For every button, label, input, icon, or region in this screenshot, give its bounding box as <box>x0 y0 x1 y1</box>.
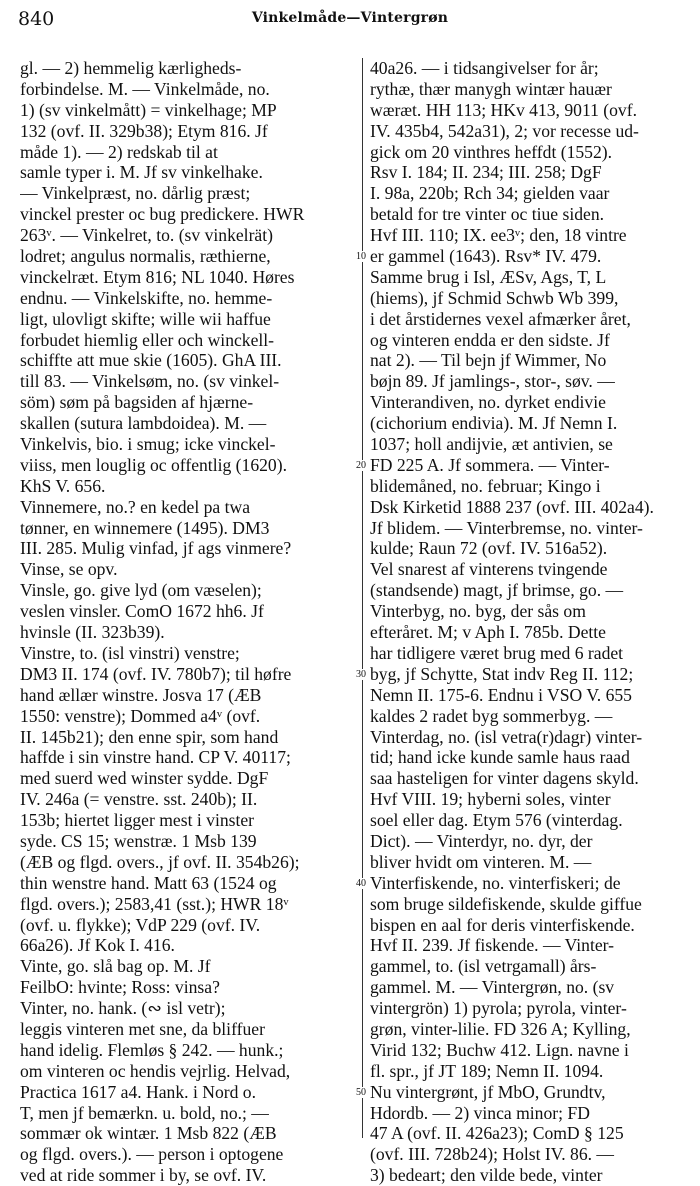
text-line: har tidligere været brug med 6 radet <box>370 642 624 663</box>
text-line: ligt, ulovligt skifte; wille wii haffue <box>20 308 271 329</box>
text-line: Vinse, se opv. <box>20 559 118 580</box>
text-line: vinckel prester oc bug predickere. HWR <box>20 204 305 225</box>
text-line: Rsv I. 184; II. 234; III. 258; DgF <box>370 162 602 183</box>
text-line: II. 145b21); den enne spir, som hand <box>20 726 279 747</box>
text-line: gammel. M. — Vintergrøn, no. (sv <box>370 977 615 998</box>
text-line: FeilbO: hvinte; Ross: vinsa? <box>20 977 220 998</box>
text-line: 1) (sv vinkelmått) = vinkelhage; MP <box>20 99 277 120</box>
text-line: og flgd. overs.). — person i optogene <box>20 1144 284 1165</box>
text-line: soel eller dag. Etym 576 (vinterdag. <box>370 810 623 831</box>
text-line: Vinkelvis, bio. i smug; icke vinckel- <box>20 434 276 455</box>
text-line: Hvf II. 239. Jf fiskende. — Vinter- <box>370 935 615 956</box>
text-line: som bruge sildefiskende, skulde giffue <box>370 893 642 914</box>
text-line: Samme brug i Isl, ÆSv, Ags, T, L <box>370 266 607 287</box>
text-line: Vinnemere, no.? en kedel pa twa <box>20 496 251 517</box>
text-line: 40a26. — i tidsangivelser for år; <box>370 58 599 78</box>
text-line: thin wenstre hand. Matt 63 (1524 og <box>20 872 277 893</box>
text-line: Practica 1617 a4. Hank. i Nord o. <box>20 1081 256 1102</box>
text-line: veslen vinsler. ComO 1672 hh6. Jf <box>20 601 264 622</box>
text-line: Hvf VIII. 19; hyberni soles, vinter <box>370 789 611 810</box>
text-line: rythæ, thær manygh wintær hauær <box>370 78 612 99</box>
text-line: IV. 246a (= venstre. sst. 240b); II. <box>20 789 258 810</box>
line-number-gutter <box>352 58 370 1138</box>
text-line: IV. 435b4, 542a31), 2; vor recesse ud- <box>370 120 639 141</box>
line-number: 10 <box>352 251 370 262</box>
text-line: (cichorium endivia). M. Jf Nemn I. <box>370 413 618 434</box>
text-line: till 83. — Vinkelsøm, no. (sv vinkel- <box>20 371 280 392</box>
text-line: söm) søm på bagsiden af hjærne- <box>20 392 254 413</box>
text-line: viiss, men louglig oc offentlig (1620). <box>20 454 287 475</box>
text-line: i det årstidernes vexel afmærker året, <box>370 308 631 329</box>
text-line: fl. spr., jf JT 189; Nemn II. 1094. <box>370 1060 604 1081</box>
text-line: betald for tre vinter oc tiue siden. <box>370 204 605 225</box>
running-title: Vinkelmåde—Vintergrøn <box>251 10 449 26</box>
text-line: I. 98a, 220b; Rch 34; gielden vaar <box>370 183 610 204</box>
text-line: hand idelig. Flemløs § 242. — hunk.; <box>20 1039 284 1060</box>
text-line: sommær ok wintær. 1 Msb 822 (ÆB <box>20 1123 277 1144</box>
text-line: bliver hvidt om vinteren. M. — <box>370 851 592 872</box>
text-line: III. 285. Mulig vinfad, jf ags vinmere? <box>20 538 292 559</box>
page-header <box>18 8 682 30</box>
text-line: Vel snarest af vinterens tvingende <box>370 559 608 580</box>
text-line: KhS V. 656. <box>20 475 106 496</box>
text-line: gick om 20 vinthres heffdt (1552). <box>370 141 613 162</box>
text-line: Vinterbyg, no. byg, der sås om <box>370 601 586 622</box>
text-line: Vinstre, to. (isl vinstri) venstre; <box>20 642 240 663</box>
text-line: haffde i sin vinstre hand. CP V. 40117; <box>20 747 291 768</box>
page-number: 840 <box>18 8 55 30</box>
text-line: er gammel (1643). Rsv* IV. 479. <box>370 246 602 267</box>
text-line: og vinteren endda er den sidste. Jf <box>370 329 610 350</box>
text-line: leggis vinteren met sne, da bliffuer <box>20 1018 265 1039</box>
text-line: Vinter, no. hank. (∾ isl vetr); <box>20 998 226 1019</box>
text-line: wæræt. HH 113; HKv 413, 9011 (ovf. <box>370 99 637 120</box>
text-line: (hiems), jf Schmid Schwb Wb 399, <box>370 287 619 308</box>
line-number: 40 <box>352 878 370 889</box>
text-line: byg, jf Schytte, Stat indv Reg II. 112; <box>370 663 634 684</box>
line-number: 50 <box>352 1087 370 1098</box>
text-line: forbindelse. M. — Vinkelmåde, no. <box>20 78 270 99</box>
text-line: samle typer i. M. Jf sv vinkelhake. <box>20 162 263 183</box>
text-line: tønner, en winnemere (1495). DM3 <box>20 517 270 538</box>
text-line: schiffte att mue skie (1605). GhA III. <box>20 350 282 371</box>
right-column <box>370 58 698 1186</box>
text-line: 263ᵛ. — Vinkelret, to. (sv vinkelrät) <box>20 225 273 246</box>
text-line: Nu vintergrønt, jf MbO, Grundtv, <box>370 1081 606 1102</box>
text-line: Vinterdag, no. (isl vetra(r)dagr) vinter- <box>370 726 643 747</box>
text-line: saa hasteligen for vinter dagens skyld. <box>370 768 639 789</box>
text-line: (ovf. III. 728b24); Holst IV. 86. — <box>370 1144 615 1165</box>
text-line: kulde; Raun 72 (ovf. IV. 516a52). <box>370 538 608 559</box>
text-line: Vinsle, go. give lyd (om væselen); <box>20 580 262 601</box>
text-line: (ÆB og flgd. overs., jf ovf. II. 354b26); <box>20 851 300 872</box>
text-line: forbudet hiemlig eller och winckell- <box>20 329 275 350</box>
text-line: skallen (sutura lambdoidea). M. — <box>20 413 267 434</box>
text-line: tid; hand icke kunde samle haus raad <box>370 747 630 768</box>
line-number: 20 <box>352 460 370 471</box>
text-line: Virid 132; Buchw 412. Lign. navne i <box>370 1039 629 1060</box>
text-line: ved at ride sommer i by, se ovf. IV. <box>20 1165 267 1186</box>
text-line: hand ællær winstre. Josva 17 (ÆB <box>20 684 262 705</box>
text-line: DM3 II. 174 (ovf. IV. 780b7); til høfre <box>20 663 292 684</box>
left-column <box>20 58 354 1186</box>
text-line: T, men jf bemærkn. u. bold, no.; — <box>20 1102 269 1123</box>
text-line: Vinte, go. slå bag op. M. Jf <box>20 956 211 977</box>
text-line: om vinteren oc hendis vejrlig. Helvad, <box>20 1060 291 1081</box>
text-line: vinckelræt. Etym 816; NL 1040. Høres <box>20 266 295 287</box>
text-line: med suerd wed winster sydde. DgF <box>20 768 269 789</box>
text-line: 47 A (ovf. II. 426a23); ComD § 125 <box>370 1123 624 1144</box>
text-line: 1550: venstre); Dommed a4ᵛ (ovf. <box>20 705 261 726</box>
line-number: 30 <box>352 669 370 680</box>
text-line: Nemn II. 175-6. Endnu i VSO V. 655 <box>370 684 632 705</box>
text-line: 153b; hiertet ligger mest i vinster <box>20 810 255 831</box>
text-line: — Vinkelpræst, no. dårlig præst; <box>20 183 251 204</box>
text-line: hvinsle (II. 323b39). <box>20 622 165 643</box>
text-line: Hdordb. — 2) vinca minor; FD <box>370 1102 590 1123</box>
text-line: efteråret. M; v Aph I. 785b. Dette <box>370 622 606 643</box>
text-line: vintergrön) 1) pyrola; pyrola, vinter- <box>370 998 627 1019</box>
text-line: Jf blidem. — Vinterbremse, no. vinter- <box>370 517 643 538</box>
text-line: blidemåned, no. februar; Kingo i <box>370 475 601 496</box>
text-line: nat 2). — Til bejn jf Wimmer, No <box>370 350 607 371</box>
text-line: (standsende) magt, jf brimse, go. — <box>370 580 624 601</box>
text-line: FD 225 A. Jf sommera. — Vinter- <box>370 454 610 475</box>
text-line: 132 (ovf. II. 329b38); Etym 816. Jf <box>20 120 268 141</box>
text-line: lodret; angulus normalis, ræthierne, <box>20 246 271 267</box>
text-line: gammel, to. (isl vetrgamall) års- <box>370 956 597 977</box>
text-line: endnu. — Vinkelskifte, no. hemme- <box>20 287 273 308</box>
text-line: Dict). — Vinterdyr, no. dyr, der <box>370 830 593 851</box>
text-line: kaldes 2 radet byg sommerbyg. — <box>370 705 613 726</box>
text-line: syde. CS 15; wenstræ. 1 Msb 139 <box>20 830 257 851</box>
text-line: Vinterandiven, no. dyrket endivie <box>370 392 606 413</box>
text-line: (ovf. u. flykke); VdP 229 (ovf. IV. <box>20 914 261 935</box>
text-line: 1037; holl andijvie, æt antivien, se <box>370 434 613 455</box>
text-line: grøn, vinter-lilie. FD 326 A; Kylling, <box>370 1018 631 1039</box>
text-line: bøjn 89. Jf jamlings-, stor-, søv. — <box>370 371 615 392</box>
text-line: Dsk Kirketid 1888 237 (ovf. III. 402a4). <box>370 496 654 517</box>
text-line: flgd. overs.); 2583,41 (sst.); HWR 18ᵛ <box>20 893 289 914</box>
text-line: Vinterfiskende, no. vinterfiskeri; de <box>370 872 621 893</box>
text-line: 66a26). Jf Kok I. 416. <box>20 935 175 956</box>
text-line: bispen en aal for deris vinterfiskende. <box>370 914 635 935</box>
text-line: gl. — 2) hemmelig kærligheds- <box>20 58 242 78</box>
text-line: Hvf III. 110; IX. ee3ᵛ; den, 18 vintre <box>370 225 627 246</box>
text-line: måde 1). — 2) redskab til at <box>20 141 218 162</box>
text-line: 3) bedeart; den vilde bede, vinter <box>370 1165 603 1186</box>
